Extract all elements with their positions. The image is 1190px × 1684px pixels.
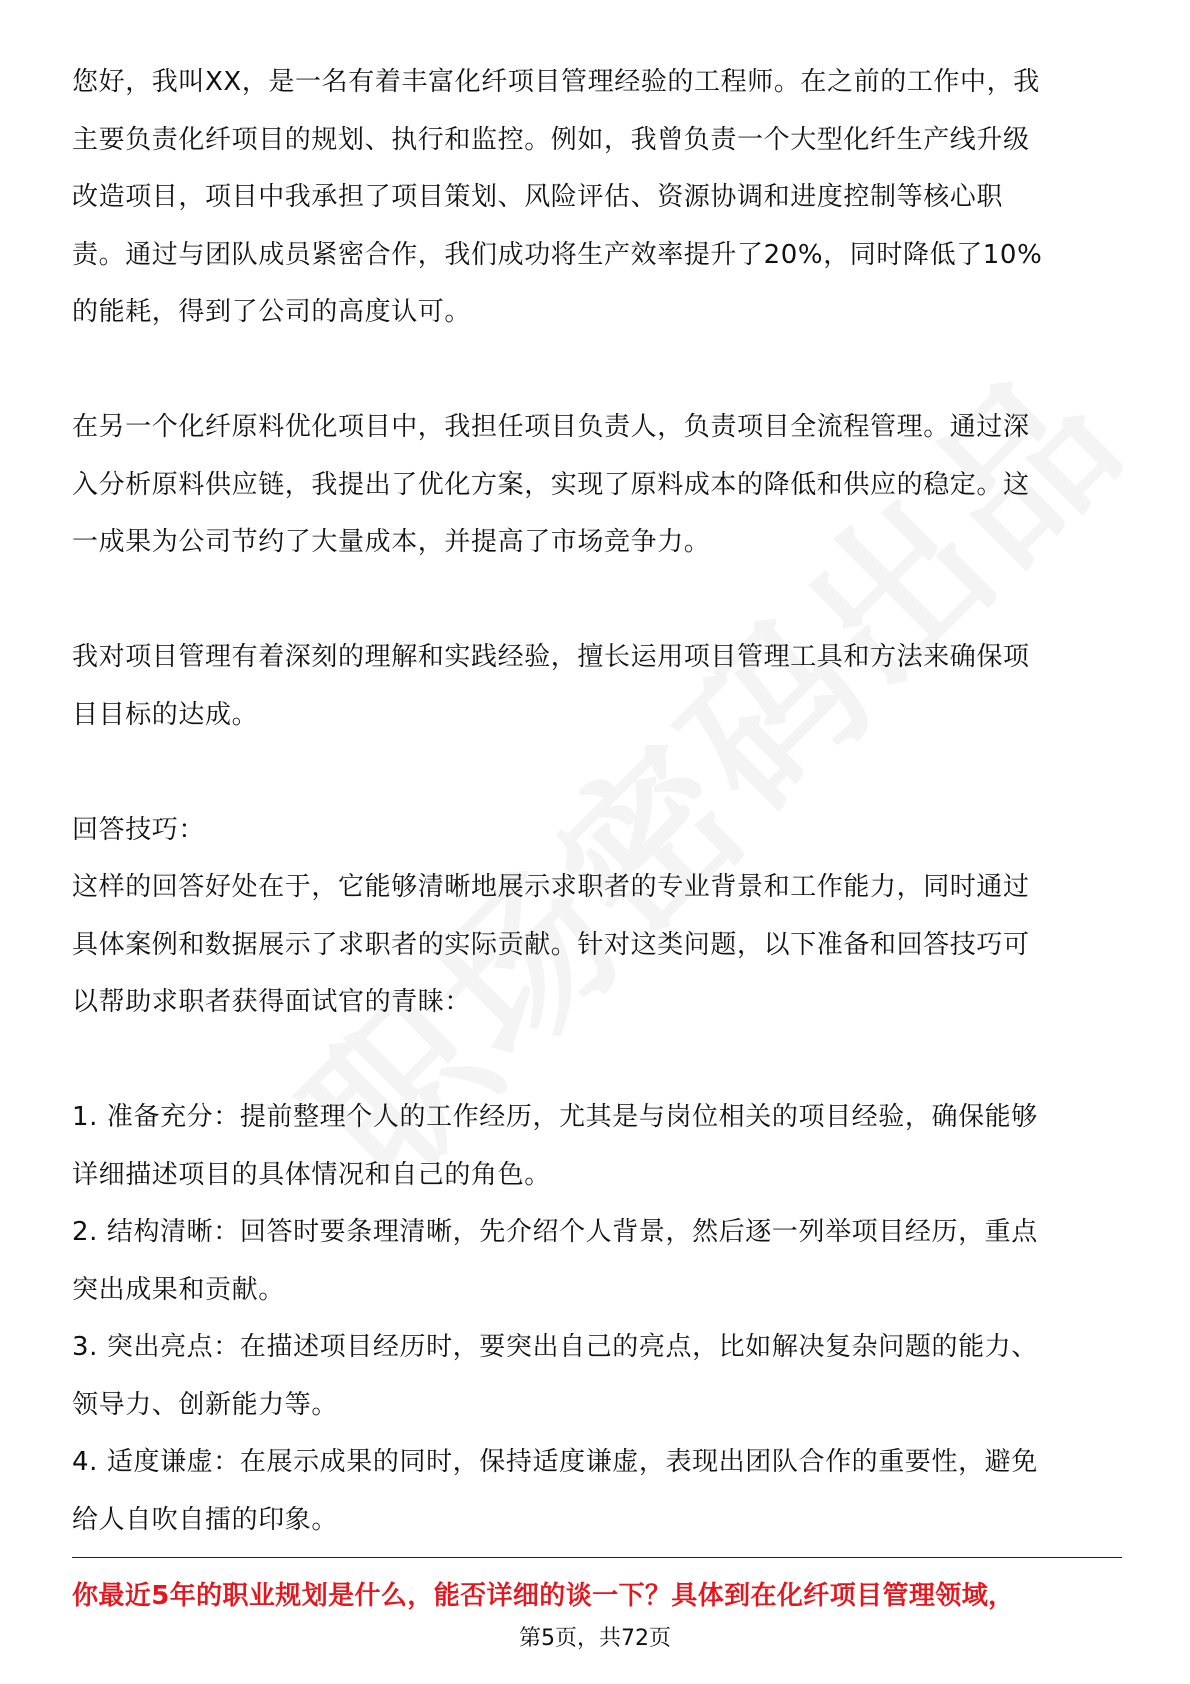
text-line: 1. 准备充分：提前整理个人的工作经历，尤其是与岗位相关的项目经验，确保能够 bbox=[72, 1102, 1038, 1132]
list-item bbox=[72, 1319, 1122, 1434]
text-line: 给人自吹自擂的印象。 bbox=[72, 1504, 339, 1535]
next-question-heading: 你最近5年的职业规划是什么，能否详细的谈一下？具体到在化纤项目管理领域， bbox=[72, 1581, 1015, 1611]
intro-answer-paragraph bbox=[72, 54, 1122, 342]
text-line: 这样的回答好处在于，它能够清晰地展示求职者的专业背景和工作能力，同时通过 bbox=[72, 872, 1030, 902]
text-line: 具体案例和数据展示了求职者的实际贡献。针对这类问题，以下准备和回答技巧可 bbox=[72, 929, 1030, 960]
text-line: 责。通过与团队成员紧密合作，我们成功将生产效率提升了20%，同时降低了10% bbox=[72, 239, 1043, 270]
page-number: 第5页，共72页 bbox=[519, 1626, 671, 1651]
text-line: 突出成果和贡献。 bbox=[72, 1274, 285, 1305]
tips-heading: 回答技巧： bbox=[72, 814, 206, 845]
text-line: 3. 突出亮点：在描述项目经历时，要突出自己的亮点，比如解决复杂问题的能力、 bbox=[72, 1332, 1038, 1362]
list-item bbox=[72, 1434, 1122, 1549]
text-line: 主要负责化纤项目的规划、执行和监控。例如，我曾负责一个大型化纤生产线升级 bbox=[72, 124, 1030, 155]
tips-list bbox=[72, 1089, 1122, 1549]
document-body bbox=[72, 54, 1122, 1549]
text-line: 4. 适度谦虚：在展示成果的同时，保持适度谦虚，表现出团队合作的重要性，避免 bbox=[72, 1447, 1038, 1477]
text-line: 的能耗，得到了公司的高度认可。 bbox=[72, 297, 472, 327]
paragraph-gap bbox=[72, 572, 1122, 630]
text-line: 您好，我叫XX，是一名有着丰富化纤项目管理经验的工程师。在之前的工作中，我 bbox=[72, 67, 1040, 97]
text-line: 我对项目管理有着深刻的理解和实践经验，擅长运用项目管理工具和方法来确保项 bbox=[72, 642, 1030, 672]
paragraph-gap bbox=[72, 1032, 1122, 1090]
summary-paragraph bbox=[72, 629, 1122, 744]
text-line: 一成果为公司节约了大量成本，并提高了市场竞争力。 bbox=[72, 527, 711, 557]
text-line: 改造项目，项目中我承担了项目策划、风险评估、资源协调和进度控制等核心职 bbox=[72, 182, 1004, 212]
text-line: 领导力、创新能力等。 bbox=[72, 1389, 339, 1420]
paragraph-gap bbox=[72, 744, 1122, 802]
section-divider bbox=[72, 1557, 1122, 1558]
text-line: 入分析原料供应链，我提出了优化方案，实现了原料成本的降低和供应的稳定。这 bbox=[72, 469, 1030, 500]
text-line: 2. 结构清晰：回答时要条理清晰，先介绍个人背景，然后逐一列举项目经历，重点 bbox=[72, 1217, 1038, 1247]
list-item bbox=[72, 1089, 1122, 1204]
text-line: 在另一个化纤原料优化项目中，我担任项目负责人，负责项目全流程管理。通过深 bbox=[72, 412, 1030, 442]
text-line: 以帮助求职者获得面试官的青睐： bbox=[72, 987, 472, 1017]
text-line: 目目标的达成。 bbox=[72, 699, 259, 730]
tips-intro-paragraph bbox=[72, 859, 1122, 1032]
text-line: 详细描述项目的具体情况和自己的角色。 bbox=[72, 1159, 551, 1190]
list-item bbox=[72, 1204, 1122, 1319]
project-paragraph bbox=[72, 399, 1122, 572]
paragraph-gap bbox=[72, 342, 1122, 400]
